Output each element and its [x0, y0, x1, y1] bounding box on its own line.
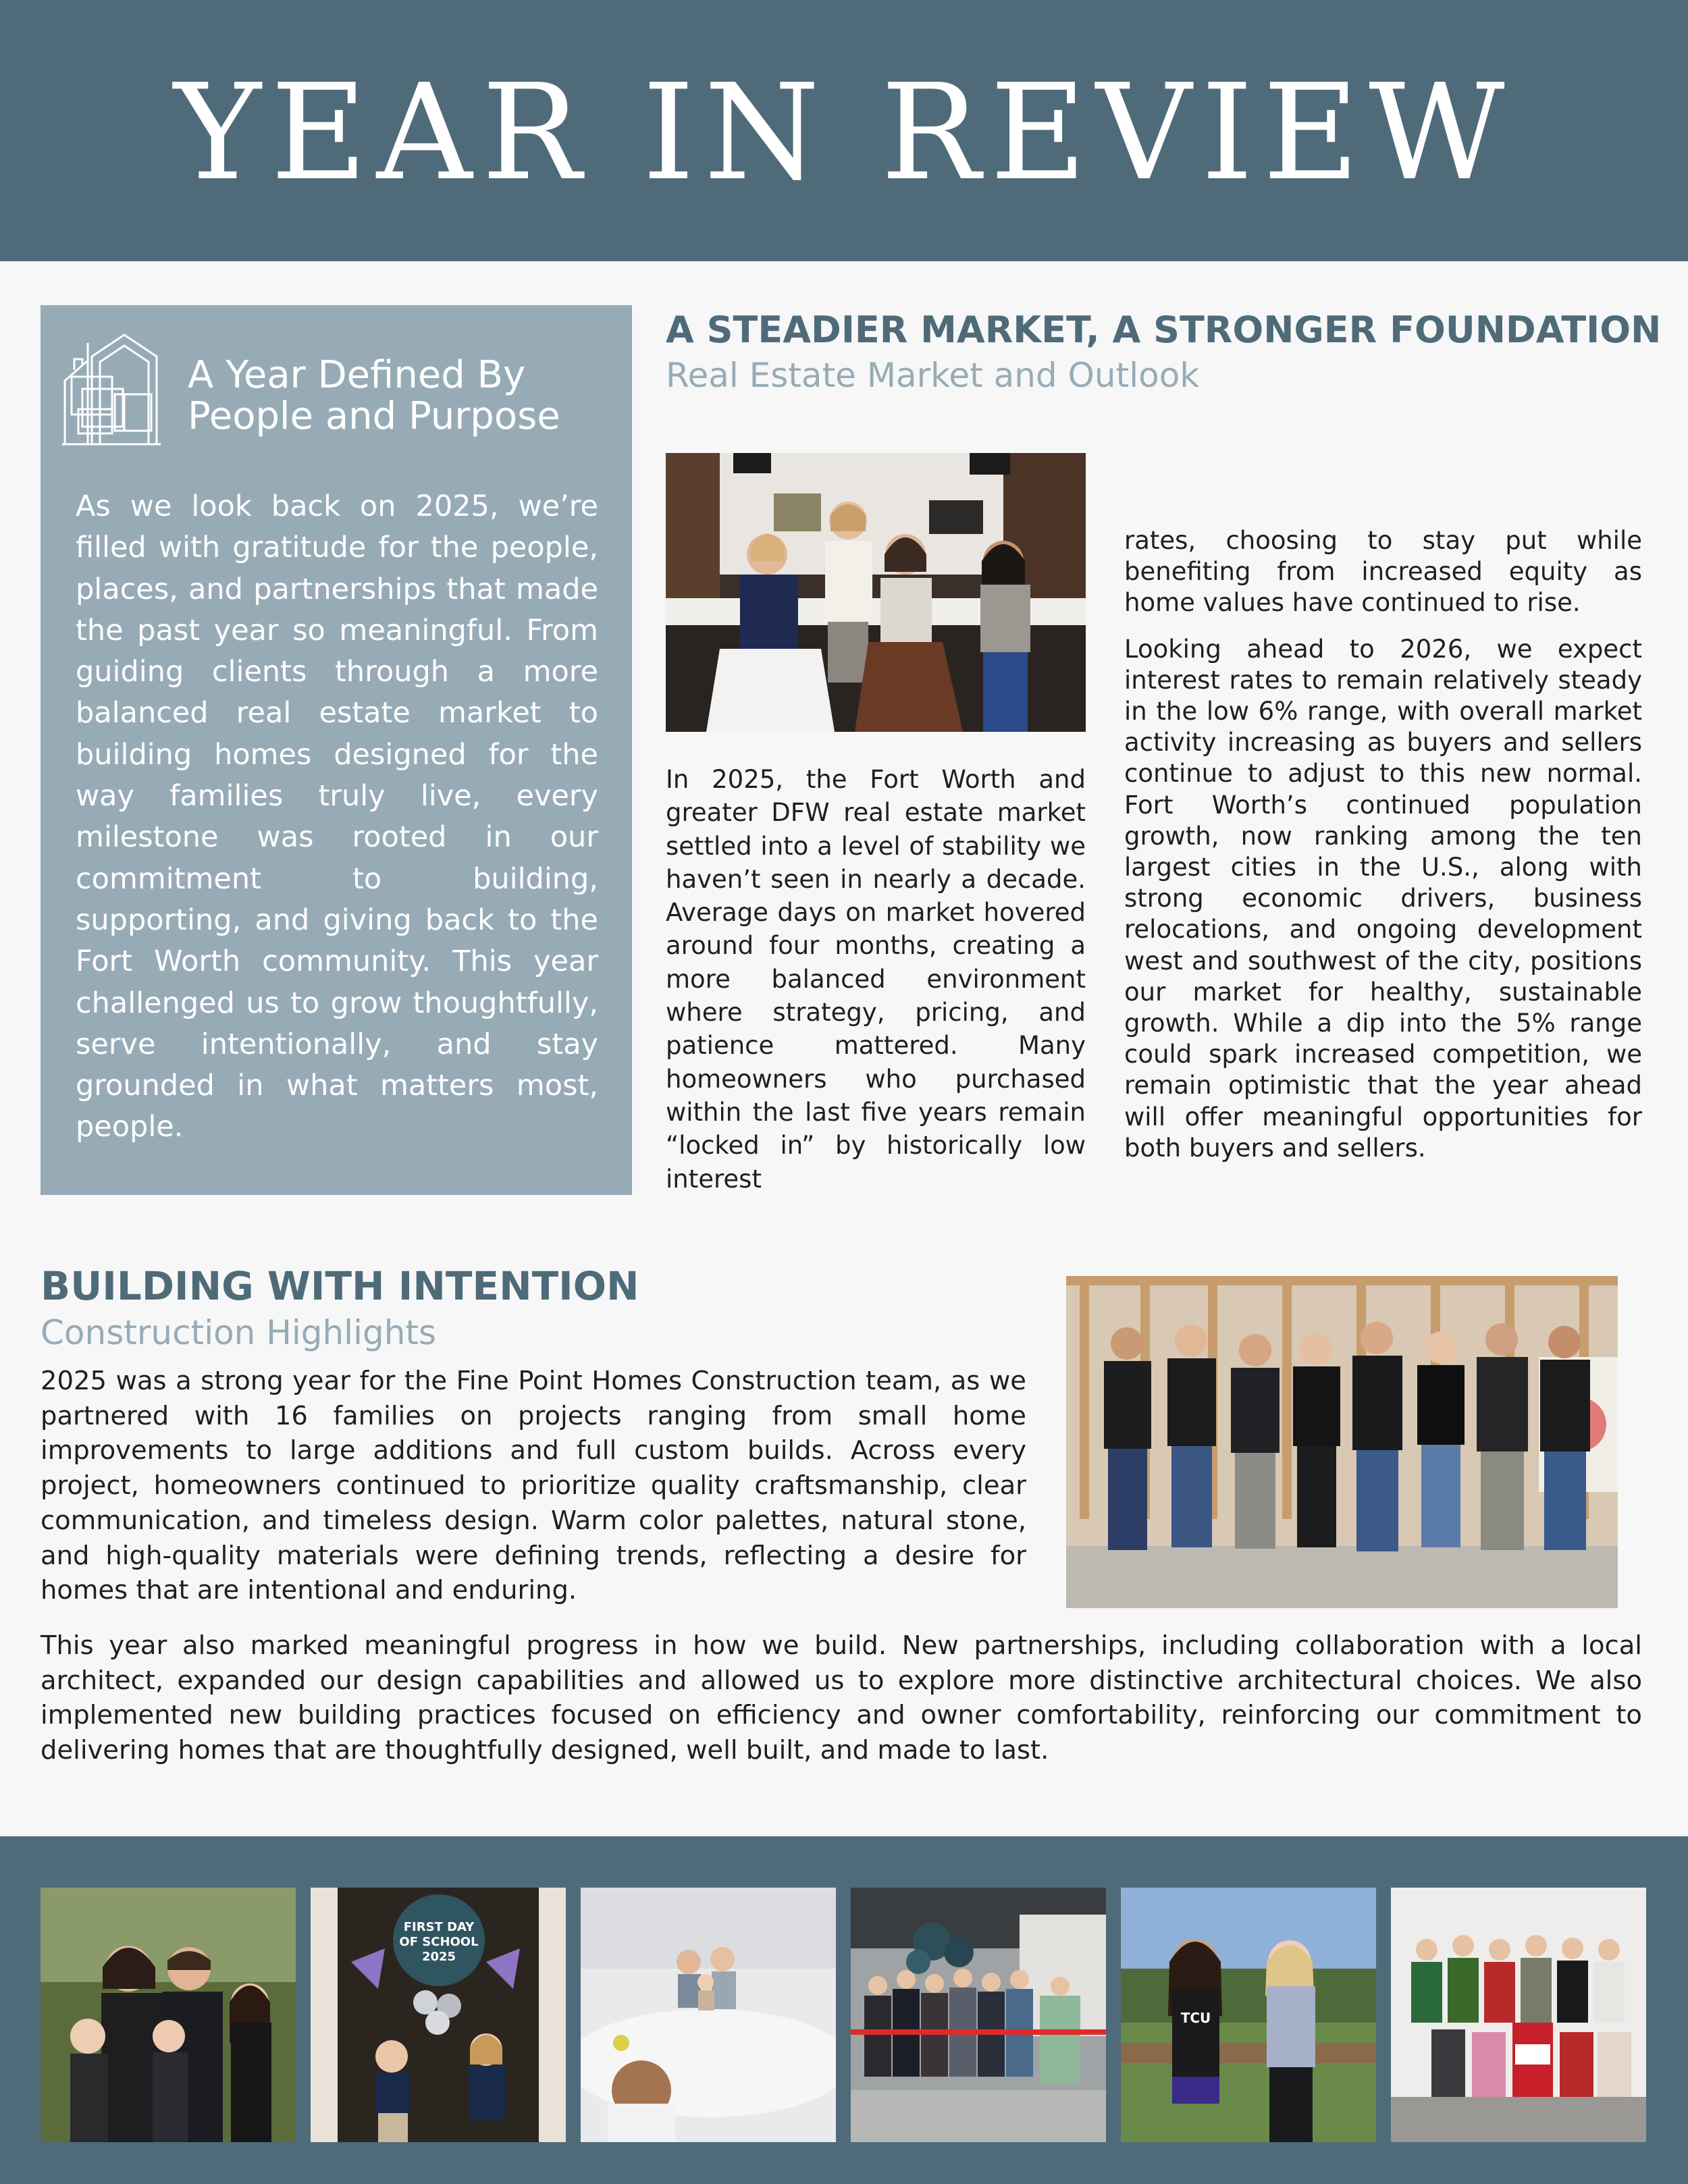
balloon-text-line1: FIRST DAY [403, 1920, 475, 1934]
gallery-photo-family [41, 1888, 296, 2142]
gallery-photo-studio-shoot [581, 1888, 836, 2142]
market-column-2-paragraph-2: Looking ahead to 2026, we expect interest rates to remain relatively steady in the low 6% range, with overall market activity increasing as buyers and sellers continue to adjust to this new normal. Fort Worth’s continued population growth, now ranking among the ten largest cities in the U.S., along with strong economic drivers, business relocations, and ongoing development west and southwest of the city, positions our market for healthy, sustainable growth. While a dip into the 5% range could spark increased competition, we remain optimistic that the year ahead will offer meaningful opportunities for both buyers and sellers. [1124, 634, 1642, 1163]
sidebar-body: As we look back on 2025, we’re filled with gratitude for the people, places, and partnerships that made the past year so meaningful. From guiding clients through a more balanced real estate market to building homes designed for the way families truly live, every milestone was rooted in our commitment to building, supporting, and giving back to the Fort Worth community. This year challenged us to grow thoughtfully, serve intentionally, and stay grounded in what matters most, people. [76, 489, 598, 1144]
intro-sidebar [41, 305, 632, 1195]
gallery-photo-ribbon-cutting [851, 1888, 1106, 2142]
market-subtitle: Real Estate Market and Outlook [666, 356, 1200, 395]
page-title: YEAR IN REVIEW [174, 55, 1514, 210]
sidebar-heading-line1: A Year Defined By [188, 353, 526, 397]
shirt-text: TCU [1180, 2010, 1211, 2026]
page-header [0, 0, 1688, 261]
team-photo [666, 453, 1086, 732]
market-column-2-paragraph-1: rates, choosing to stay put while benefiting from increased equity as home values have continued to rise. [1124, 526, 1642, 618]
gallery-photo-first-day-of-school [311, 1888, 566, 2142]
balloon-text-line2: OF SCHOOL [399, 1935, 479, 1949]
market-column-1: In 2025, the Fort Worth and greater DFW real estate market settled into a level of stability we haven’t seen in nearly a decade. Average days on market hovered around four months, creating a more balanced environment where strategy, pricing, and patience mattered. Many homeowners who purchased within the last five years remain “locked in” by historically low interest [666, 765, 1086, 1194]
market-column-2 [1124, 525, 1642, 1164]
gallery-photo-campus [1121, 1888, 1376, 2142]
construction-paragraph-1: 2025 was a strong year for the Fine Point Homes Construction team, as we partnered with 16 families on projects ranging from small home improvements to large additions and full custom builds. Across every project, homeowners continued to prioritize quality craftsmanship, clear communication, and timeless design. Warm color palettes, natural stone, and high-quality materials were defining trends, reflecting a desire for homes that are intentional and enduring. [41, 1366, 1026, 1606]
sidebar-heading-line2: People and Purpose [188, 394, 560, 438]
construction-paragraph-2: This year also marked meaningful progress in how we build. New partnerships, including collaboration with a local architect, expanded our design capabilities and allowed us to explore more distinctive architectural choices. We also implemented new building practices focused on efficiency and owner comfortability, reinforcing our commitment to delivering homes that are thoughtfully designed, well built, and made to last. [41, 1630, 1642, 1766]
sidebar-heading [188, 354, 620, 437]
gallery-photo-holiday-party [1391, 1888, 1646, 2142]
construction-subtitle: Construction Highlights [41, 1313, 437, 1352]
construction-team-photo [1066, 1276, 1618, 1608]
market-title: A STEADIER MARKET, A STRONGER FOUNDATION [666, 309, 1662, 351]
construction-title: BUILDING WITH INTENTION [41, 1263, 639, 1309]
balloon-text-line3: 2025 [421, 1950, 456, 1964]
